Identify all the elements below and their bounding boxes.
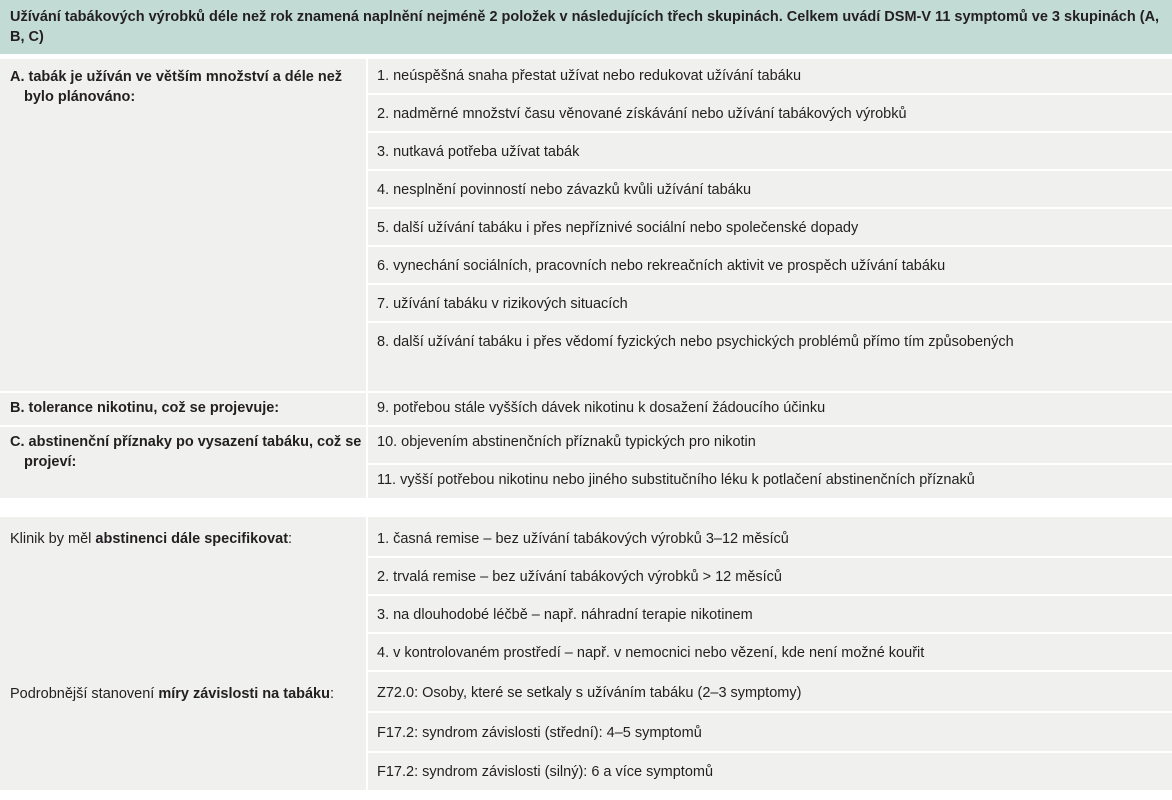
severity-label: Podrobnější stanovení míry závislosti na tabáku:: [10, 686, 335, 702]
row-divider: [366, 711, 1172, 713]
row-divider: [366, 670, 1172, 672]
symptom-item: 9. potřebou stále vyšších dávek nikotinu k dosažení žádoucího účinku: [377, 400, 826, 416]
symptom-item: 11. vyšší potřebou nikotinu nebo jiného substitučního léku k potlačení abstinenčních příznaků: [377, 472, 975, 488]
row-divider: [366, 632, 1172, 634]
severity-item: F17.2: syndrom závislosti (střední): 4–5 symptomů: [377, 725, 702, 741]
symptom-item: 8. další užívání tabáku i přes vědomí fyzických nebo psychických problémů přímo tím způsobených: [377, 334, 1014, 350]
row-divider: [366, 594, 1172, 596]
row-divider: [366, 93, 1172, 95]
specify-item: 2. trvalá remise – bez užívání tabákových výrobků > 12 měsíců: [377, 569, 782, 585]
row-divider: [366, 169, 1172, 171]
row-divider: [366, 245, 1172, 247]
specify-item: 3. na dlouhodobé léčbě – např. náhradní terapie nikotinem: [377, 607, 753, 623]
row-divider: [366, 207, 1172, 209]
symptom-item: 3. nutkavá potřeba užívat tabák: [377, 144, 580, 160]
symptom-item: 7. užívání tabáku v rizikových situacích: [377, 296, 628, 312]
group-divider: [0, 391, 1172, 393]
severity-item: Z72.0: Osoby, které se setkaly s užíváním tabáku (2–3 symptomy): [377, 685, 802, 701]
specify-item: 4. v kontrolovaném prostředí – např. v nemocnici nebo vězení, kde není možné kouřit: [377, 645, 925, 661]
group-divider: [0, 425, 1172, 427]
symptoms-table: [0, 59, 1172, 498]
group-a-label: A. tabák je užíván ve větším množství a déle než bylo plánováno:: [10, 69, 343, 105]
specify-label: Klinik by měl abstinenci dále specifikovat:: [10, 531, 293, 547]
row-divider: [366, 463, 1172, 465]
symptom-item: 1. neúspěšná snaha přestat užívat nebo redukovat užívání tabáku: [377, 68, 802, 84]
specification-table: [0, 517, 1172, 790]
row-divider: [366, 751, 1172, 753]
column-divider: [366, 59, 368, 498]
symptom-item: 10. objevením abstinenčních příznaků typických pro nikotin: [377, 434, 756, 450]
symptom-item: 4. nesplnění povinností nebo závazků kvůli užívání tabáku: [377, 182, 752, 198]
group-c-label: C. abstinenční příznaky po vysazení tabáku, což se projeví:: [10, 434, 362, 470]
symptom-item: 6. vynechání sociálních, pracovních nebo rekreačních aktivit ve prospěch užívání tabáku: [377, 258, 946, 274]
severity-item: F17.2: syndrom závislosti (silný): 6 a více symptomů: [377, 764, 714, 780]
symptom-item: 2. nadměrné množství času věnované získávání nebo užívání tabákových výrobků: [377, 106, 907, 122]
row-divider: [366, 556, 1172, 558]
symptom-item: 5. další užívání tabáku i přes nepříznivé sociální nebo společenské dopady: [377, 220, 859, 236]
row-divider: [366, 321, 1172, 323]
specify-item: 1. časná remise – bez užívání tabákových výrobků 3–12 měsíců: [377, 531, 789, 547]
row-divider: [366, 283, 1172, 285]
row-divider: [366, 131, 1172, 133]
table-header: Užívání tabákových výrobků déle než rok znamená naplnění nejméně 2 položek v následujících třech skupinách. Celkem uvádí DSM-V 11 symptomů ve 3 skupinách (A, B, C): [0, 0, 1172, 54]
group-b-label: B. tolerance nikotinu, což se projevuje:: [10, 400, 280, 416]
